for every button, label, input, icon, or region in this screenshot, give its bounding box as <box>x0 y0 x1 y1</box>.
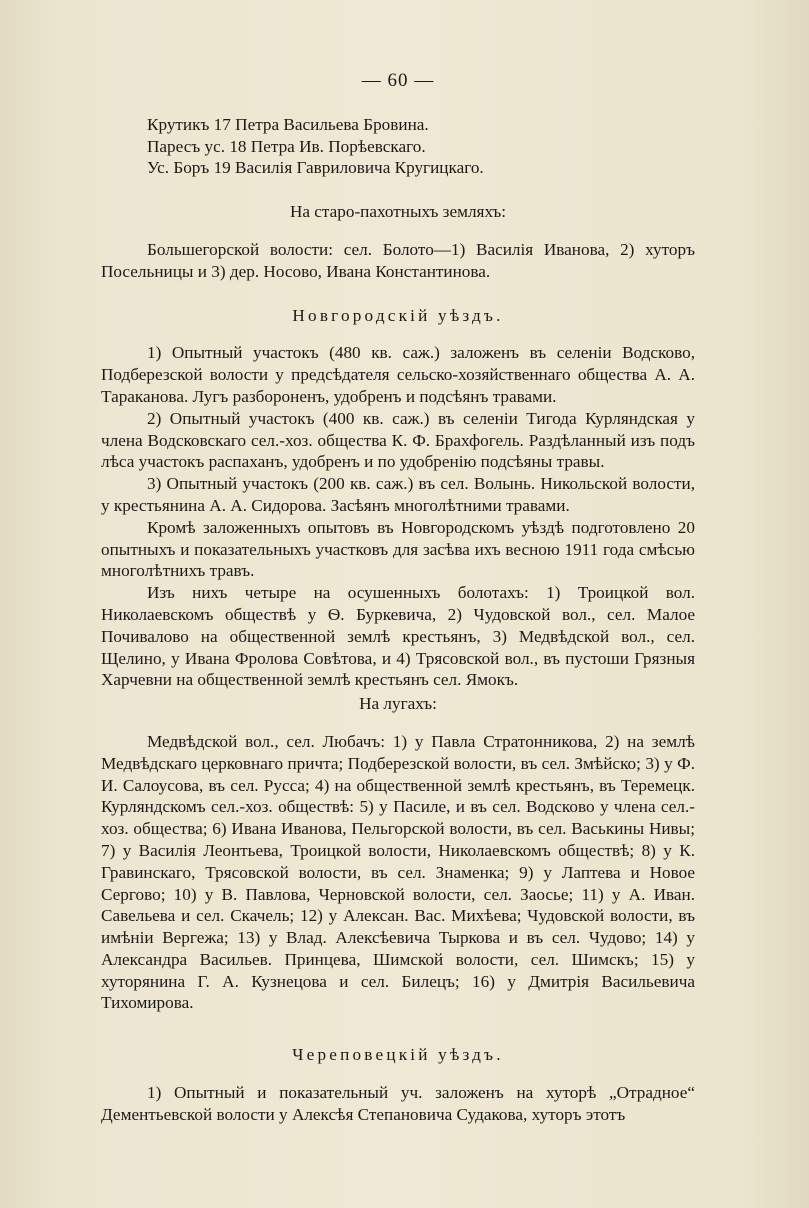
cherepovets-paragraph: 1) Опытный и показательный уч. заложенъ на хуторѣ „Отрадное“ Дементьевской волости у Алексѣя Степановича Судакова, хуторъ этотъ <box>101 1083 695 1124</box>
intro-line: Ус. Боръ 19 Василія Гавриловича Кругицкаго. <box>147 158 484 178</box>
novgorod-heading: Новгородскій уѣздъ. <box>292 305 504 325</box>
text-column <box>101 70 695 1126</box>
novgorod-paragraph: 1) Опытный участокъ (480 кв. саж.) заложенъ въ селеніи Водсково, Подберезской волости у предсѣдателя сельско-хозяйственнаго общества А. А. Тараканова. Лугъ разбороненъ, удобренъ и подсѣянъ травами. <box>101 343 695 406</box>
meadows-paragraph: Медвѣдской вол., сел. Любачъ: 1) у Павла Стратонникова, 2) на землѣ Медвѣдскаго церковнаго причта; Подберезской волости, въ сел. Змѣйско; 3) у Ф. И. Салоусова, въ сел. Русса; 4) на общественной землѣ крестьянъ, въ Теремецк. Курляндскомъ сел.-хоз. обществѣ: 5) у Пасиле, и въ сел. Водсково у члена сел.-хоз. общества; 6) Ивана Иванова, Пельгорской волости, въ сел. Васькины Нивы; 7) у Василія Леонтьева, Троицкой волости, Николаевскомъ обществѣ; 8) у К. Гравинскаго, Трясовской волости, въ сел. Знаменка; 9) у Лаптева и Новое Сергово; 10) у В. Павлова, Черновской волости, сел. Заосье; 11) у А. Иван. Савельева и сел. Скачель; 12) у Алексан. Вас. Михѣева; Чудовской волости, въ имѣніи Вергежа; 13) у Влад. Алексѣевича Тыркова и въ сел. Чудово; 14) у Александра Васильев. Принцева, Шимской волости, сел. Шимскъ; 15) у хуторянина Г. А. Кузнецова и сел. Билецъ; 16) у Дмитрія Васильевича Тихомирова. <box>101 731 695 1013</box>
novgorod-paragraph: Кромѣ заложенныхъ опытовъ въ Новгородскомъ уѣздѣ подготовлено 20 опытныхъ и показательныхъ участковъ для засѣва ихъ весною 1911 года смѣсью многолѣтнихъ травъ. <box>101 517 695 581</box>
novgorod-paragraph: Изъ нихъ четыре на осушенныхъ болотахъ: 1) Троицкой вол. Николаевскомъ обществѣ у Ѳ. Буркевича, 2) Чудовской вол., сел. Малое Почивалово на общественной землѣ крестьянъ, 3) Медвѣдской вол., сел. Щелино, у Ивана Фролова Совѣтова, и 4) Трясовской вол., въ пустоши Грязныя Харчевни на общественной землѣ крестьянъ сел. Ямокъ. <box>101 583 695 690</box>
intro-line: Пaресъ ус. 18 Петра Ив. Порѣевскаго. <box>147 136 426 156</box>
old-lands-heading: На старо-пахотныхъ земляхъ: <box>289 202 507 222</box>
novgorod-paragraph: 2) Опытный участокъ (400 кв. саж.) въ селеніи Тигода Курляндская у члена Водсковскаго сел.-хоз. общества К. Ф. Брахфогель. Раздѣланный изъ подъ лѣса участокъ распаханъ, удобренъ и по удобренію подсѣяны травы. <box>101 408 695 472</box>
meadows-heading: На лугахъ: <box>359 694 437 714</box>
novgorod-paragraph: 3) Опытный участокъ (200 кв. саж.) въ сел. Волынь. Никольской волости, у крестьянина А. А. Сидорова. Засѣянъ многолѣтними травами. <box>101 474 695 515</box>
page-number: — 60 — <box>361 70 435 91</box>
cherepovets-heading: Череповецкій уѣздъ. <box>292 1045 504 1065</box>
old-lands-paragraph: Большегорской волости: сел. Болото—1) Василія Иванова, 2) хуторъ Посельницы и 3) дер. Носово, Ивана Константинова. <box>101 239 695 281</box>
intro-line: Крутикъ 17 Петра Васильева Бровина. <box>147 114 429 134</box>
